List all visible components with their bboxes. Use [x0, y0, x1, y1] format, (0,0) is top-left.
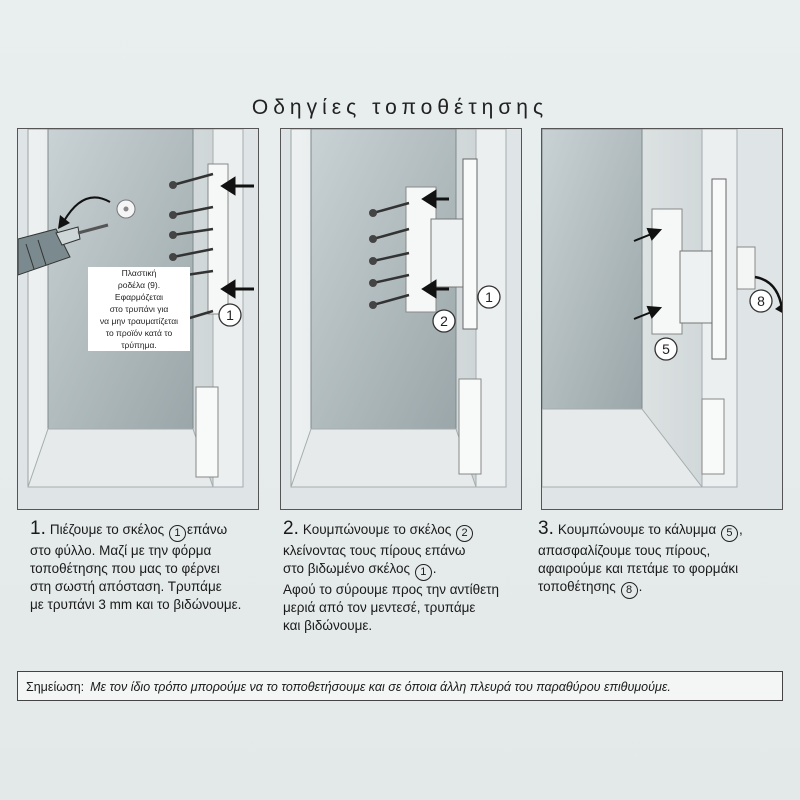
caption-line [283, 560, 528, 581]
caption-line: κλείνοντας τους πίρους επάνω [283, 543, 466, 558]
callout-line: τρύπημα. [121, 340, 157, 350]
caption-line: στη σωστή απόσταση. Τρυπάμε [30, 579, 222, 594]
caption-text: επάνω [186, 522, 228, 537]
caption-line [538, 520, 783, 542]
step-3-illustration [541, 128, 783, 510]
washer-callout [88, 267, 190, 351]
caption-text: Πιέζουμε το σκέλος [49, 522, 165, 537]
caption-line: απασφαλίζουμε τους πίρους, [538, 543, 711, 558]
callout-line: στο τρυπάνι για [109, 304, 169, 314]
caption-text: . [638, 579, 643, 594]
note-text: Με τον ίδιο τρόπο μπορούμε να το τοποθετήσουμε και σε όποια άλλη πλευρά του παραθύρου επιθυμούμε. [90, 680, 671, 694]
badge-2-label: 2 [440, 313, 448, 329]
ref-badge: 1 [415, 564, 432, 581]
callout-line: το προϊόν κατά το [105, 328, 173, 338]
ref-badge: 5 [721, 525, 738, 542]
caption-text: στο βιδωμένο σκέλος [283, 561, 411, 576]
step-number: 3. [538, 518, 554, 539]
caption-line: και βιδώνουμε. [283, 618, 373, 633]
caption-text: τοποθέτησης [538, 579, 616, 594]
caption-line [30, 520, 275, 542]
lock-keeper [702, 399, 724, 474]
caption-text: , [738, 522, 743, 537]
lock-keeper [196, 387, 218, 477]
caption-line: με τρυπάνι 3 mm και το βιδώνουμε. [30, 597, 242, 612]
callout-line: ροδέλα (9). [117, 280, 161, 290]
step-1-illustration [17, 128, 259, 510]
caption-line: αφαιρούμε και πετάμε το φορμάκι [538, 561, 739, 576]
caption-text: Κουμπώνουμε το σκέλος [302, 522, 452, 537]
caption-line: τοποθέτησης που μας το φέρνει [30, 561, 220, 576]
step-2-illustration [280, 128, 522, 510]
callout-line: Εφαρμόζεται [114, 292, 164, 302]
caption-text: . [432, 561, 437, 576]
ref-badge: 1 [169, 525, 186, 542]
hinge-pin [463, 159, 477, 329]
lock-keeper [459, 379, 481, 474]
caption-line: Αφού το σύρουμε προς την αντίθετη [283, 582, 499, 597]
caption-line [283, 520, 528, 542]
step-3-caption [538, 520, 783, 599]
step-2-drawing [281, 129, 521, 509]
step-3-drawing [542, 129, 782, 509]
caption-line: μεριά από τον μεντεσέ, τρυπάμε [283, 600, 476, 615]
hinge-pin [712, 179, 726, 359]
hinge-cover-5 [652, 209, 682, 334]
step-number: 2. [283, 518, 299, 539]
page-title: Οδηγίες τοποθέτησης [251, 96, 549, 119]
step-2-caption [283, 520, 528, 635]
callout-line: να μην τραυματίζεται [99, 316, 179, 326]
note-box [17, 671, 783, 701]
badge-8-label: 8 [757, 293, 765, 309]
badge-1-label: 1 [226, 307, 234, 323]
caption-line: στο φύλλο. Μαζί με την φόρμα [30, 543, 212, 558]
template-form-8 [737, 247, 755, 289]
badge-1-label: 1 [485, 289, 493, 305]
step-number: 1. [30, 518, 46, 539]
badge-5-label: 5 [662, 341, 670, 357]
callout-line: Πλαστική [121, 268, 157, 278]
ref-badge: 8 [621, 582, 638, 599]
caption-line [538, 578, 783, 599]
window-glass [542, 129, 642, 409]
note-label: Σημείωση: [26, 680, 85, 694]
caption-text: Κουμπώνουμε το κάλυμμα [557, 522, 717, 537]
step-1-caption [30, 520, 275, 614]
ref-badge: 2 [456, 525, 473, 542]
